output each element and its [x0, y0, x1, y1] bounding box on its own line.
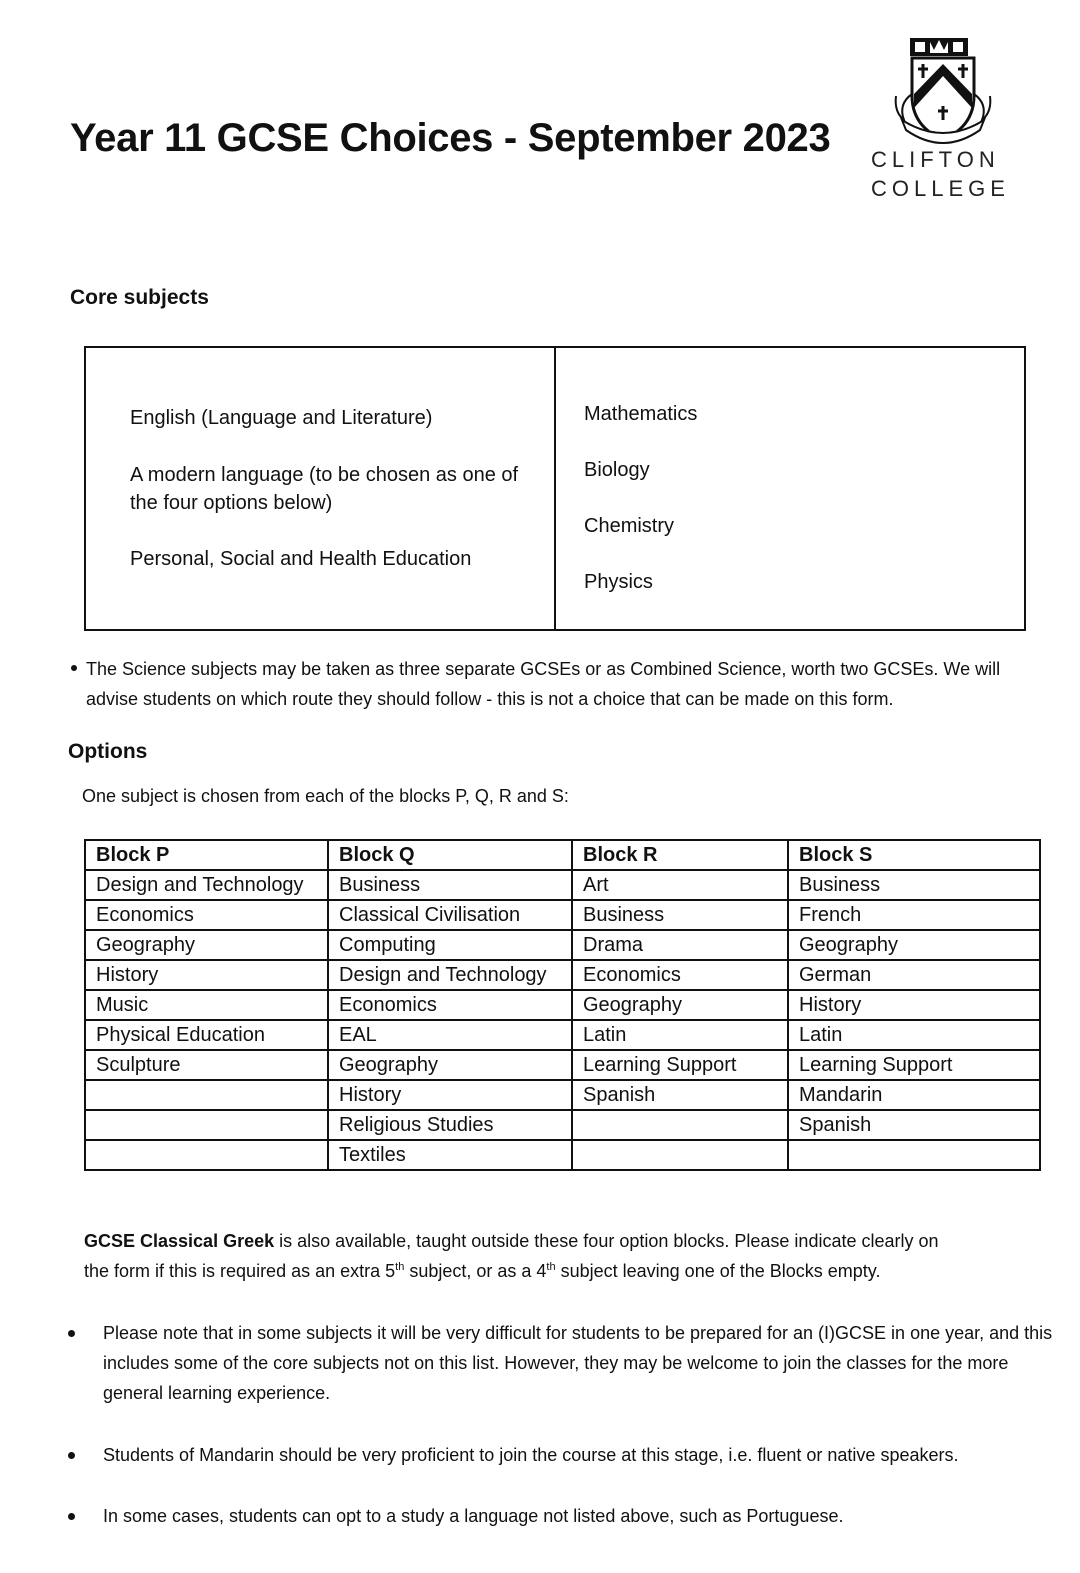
table-cell: EAL: [328, 1020, 572, 1050]
table-cell: Drama: [572, 930, 788, 960]
table-row: [85, 1020, 1040, 1050]
table-cell: [572, 1110, 788, 1140]
table-cell: Business: [328, 870, 572, 900]
greek-text-4: subject leaving one of the Blocks empty.: [555, 1261, 881, 1281]
table-cell: French: [788, 900, 1040, 930]
table-cell: Latin: [572, 1020, 788, 1050]
table-row: [85, 990, 1040, 1020]
core-left-item: Personal, Social and Health Education: [130, 548, 472, 570]
table-cell: Music: [85, 990, 328, 1020]
table-cell: Computing: [328, 930, 572, 960]
core-left-item: English (Language and Literature): [130, 407, 433, 429]
table-row: [85, 1110, 1040, 1140]
logo-text-line-2: COLLEGE: [871, 176, 1010, 201]
table-cell: Economics: [85, 900, 328, 930]
block-q-header: Block Q: [328, 840, 572, 870]
table-row: [85, 870, 1040, 900]
superscript-th: th: [546, 1261, 556, 1273]
greek-text-3: subject, or as a 4: [404, 1261, 547, 1281]
core-subjects-heading: Core subjects: [70, 286, 209, 309]
table-cell: Geography: [572, 990, 788, 1020]
note-item: Students of Mandarin should be very proficient to join the course at this stage, i.e. fluent or native speakers.: [103, 1445, 959, 1465]
core-box-divider: [554, 348, 556, 629]
classical-greek-note: [84, 1226, 1034, 1286]
table-cell: History: [85, 960, 328, 990]
greek-text-2: the form if this is required as an extra 5: [84, 1261, 396, 1281]
bullet-dot: [71, 665, 77, 671]
bullet-dot: [68, 1452, 75, 1459]
table-cell: Geography: [328, 1050, 572, 1080]
table-row: [85, 1050, 1040, 1080]
table-row: [85, 930, 1040, 960]
table-cell: Sculpture: [85, 1050, 328, 1080]
table-row: [85, 960, 1040, 990]
table-cell: Design and Technology: [328, 960, 572, 990]
block-s-header: Block S: [788, 840, 1040, 870]
table-header-row: [85, 840, 1040, 870]
core-right-item: Physics: [584, 571, 653, 593]
table-cell: Economics: [328, 990, 572, 1020]
table-cell: Physical Education: [85, 1020, 328, 1050]
core-left-item: A modern language (to be chosen as one of the four options below): [130, 464, 519, 514]
note-item: In some cases, students can opt to a study a language not listed above, such as Portuguese.: [103, 1506, 844, 1526]
note-item: Please note that in some subjects it will be very difficult for students to be prepared for an (I)GCSE in one year, and this includes some of the core subjects not on this list. However, they may be welcome to join the classes for the more general learning experience.: [103, 1323, 1053, 1403]
bullet-dot: [68, 1330, 75, 1337]
core-right-item: Chemistry: [584, 515, 675, 537]
core-right-item: Biology: [584, 459, 650, 481]
table-cell: Textiles: [328, 1140, 572, 1170]
table-cell: [572, 1140, 788, 1170]
option-blocks-table: [84, 839, 1041, 1171]
greek-text-1: is also available, taught outside these four option blocks. Please indicate clearly on: [274, 1231, 939, 1251]
core-right-item: Mathematics: [584, 403, 698, 425]
table-row: [85, 900, 1040, 930]
table-cell: Geography: [788, 930, 1040, 960]
table-cell: Art: [572, 870, 788, 900]
table-cell: Business: [572, 900, 788, 930]
table-cell: Spanish: [572, 1080, 788, 1110]
table-row: [85, 1080, 1040, 1110]
table-cell: Geography: [85, 930, 328, 960]
page-title: Year 11 GCSE Choices - September 2023: [70, 116, 831, 160]
superscript-th: th: [395, 1261, 405, 1273]
table-cell: Classical Civilisation: [328, 900, 572, 930]
table-cell: Latin: [788, 1020, 1040, 1050]
table-cell: [788, 1140, 1040, 1170]
bullet-dot: [68, 1513, 75, 1520]
table-cell: Learning Support: [572, 1050, 788, 1080]
table-cell: Mandarin: [788, 1080, 1040, 1110]
classical-greek-label: GCSE Classical Greek: [84, 1231, 275, 1251]
options-intro: One subject is chosen from each of the blocks P, Q, R and S:: [82, 786, 569, 806]
table-cell: Learning Support: [788, 1050, 1040, 1080]
table-cell: Design and Technology: [85, 870, 328, 900]
core-subjects-box: [84, 346, 1026, 631]
table-cell: Religious Studies: [328, 1110, 572, 1140]
table-cell: [85, 1140, 328, 1170]
block-p-header: Block P: [85, 840, 328, 870]
science-note: The Science subjects may be taken as three separate GCSEs or as Combined Science, worth two GCSEs. We will advise students on which route they should follow - this is not a choice that can be made on this form.: [86, 659, 1001, 709]
table-cell: [85, 1080, 328, 1110]
table-cell: Spanish: [788, 1110, 1040, 1140]
table-cell: Business: [788, 870, 1040, 900]
logo-text-line-1: CLIFTON: [871, 147, 1000, 172]
table-cell: History: [788, 990, 1040, 1020]
block-r-header: Block R: [572, 840, 788, 870]
table-cell: History: [328, 1080, 572, 1110]
table-cell: [85, 1110, 328, 1140]
table-cell: Economics: [572, 960, 788, 990]
table-row: [85, 1140, 1040, 1170]
options-heading: Options: [68, 740, 148, 763]
table-cell: German: [788, 960, 1040, 990]
